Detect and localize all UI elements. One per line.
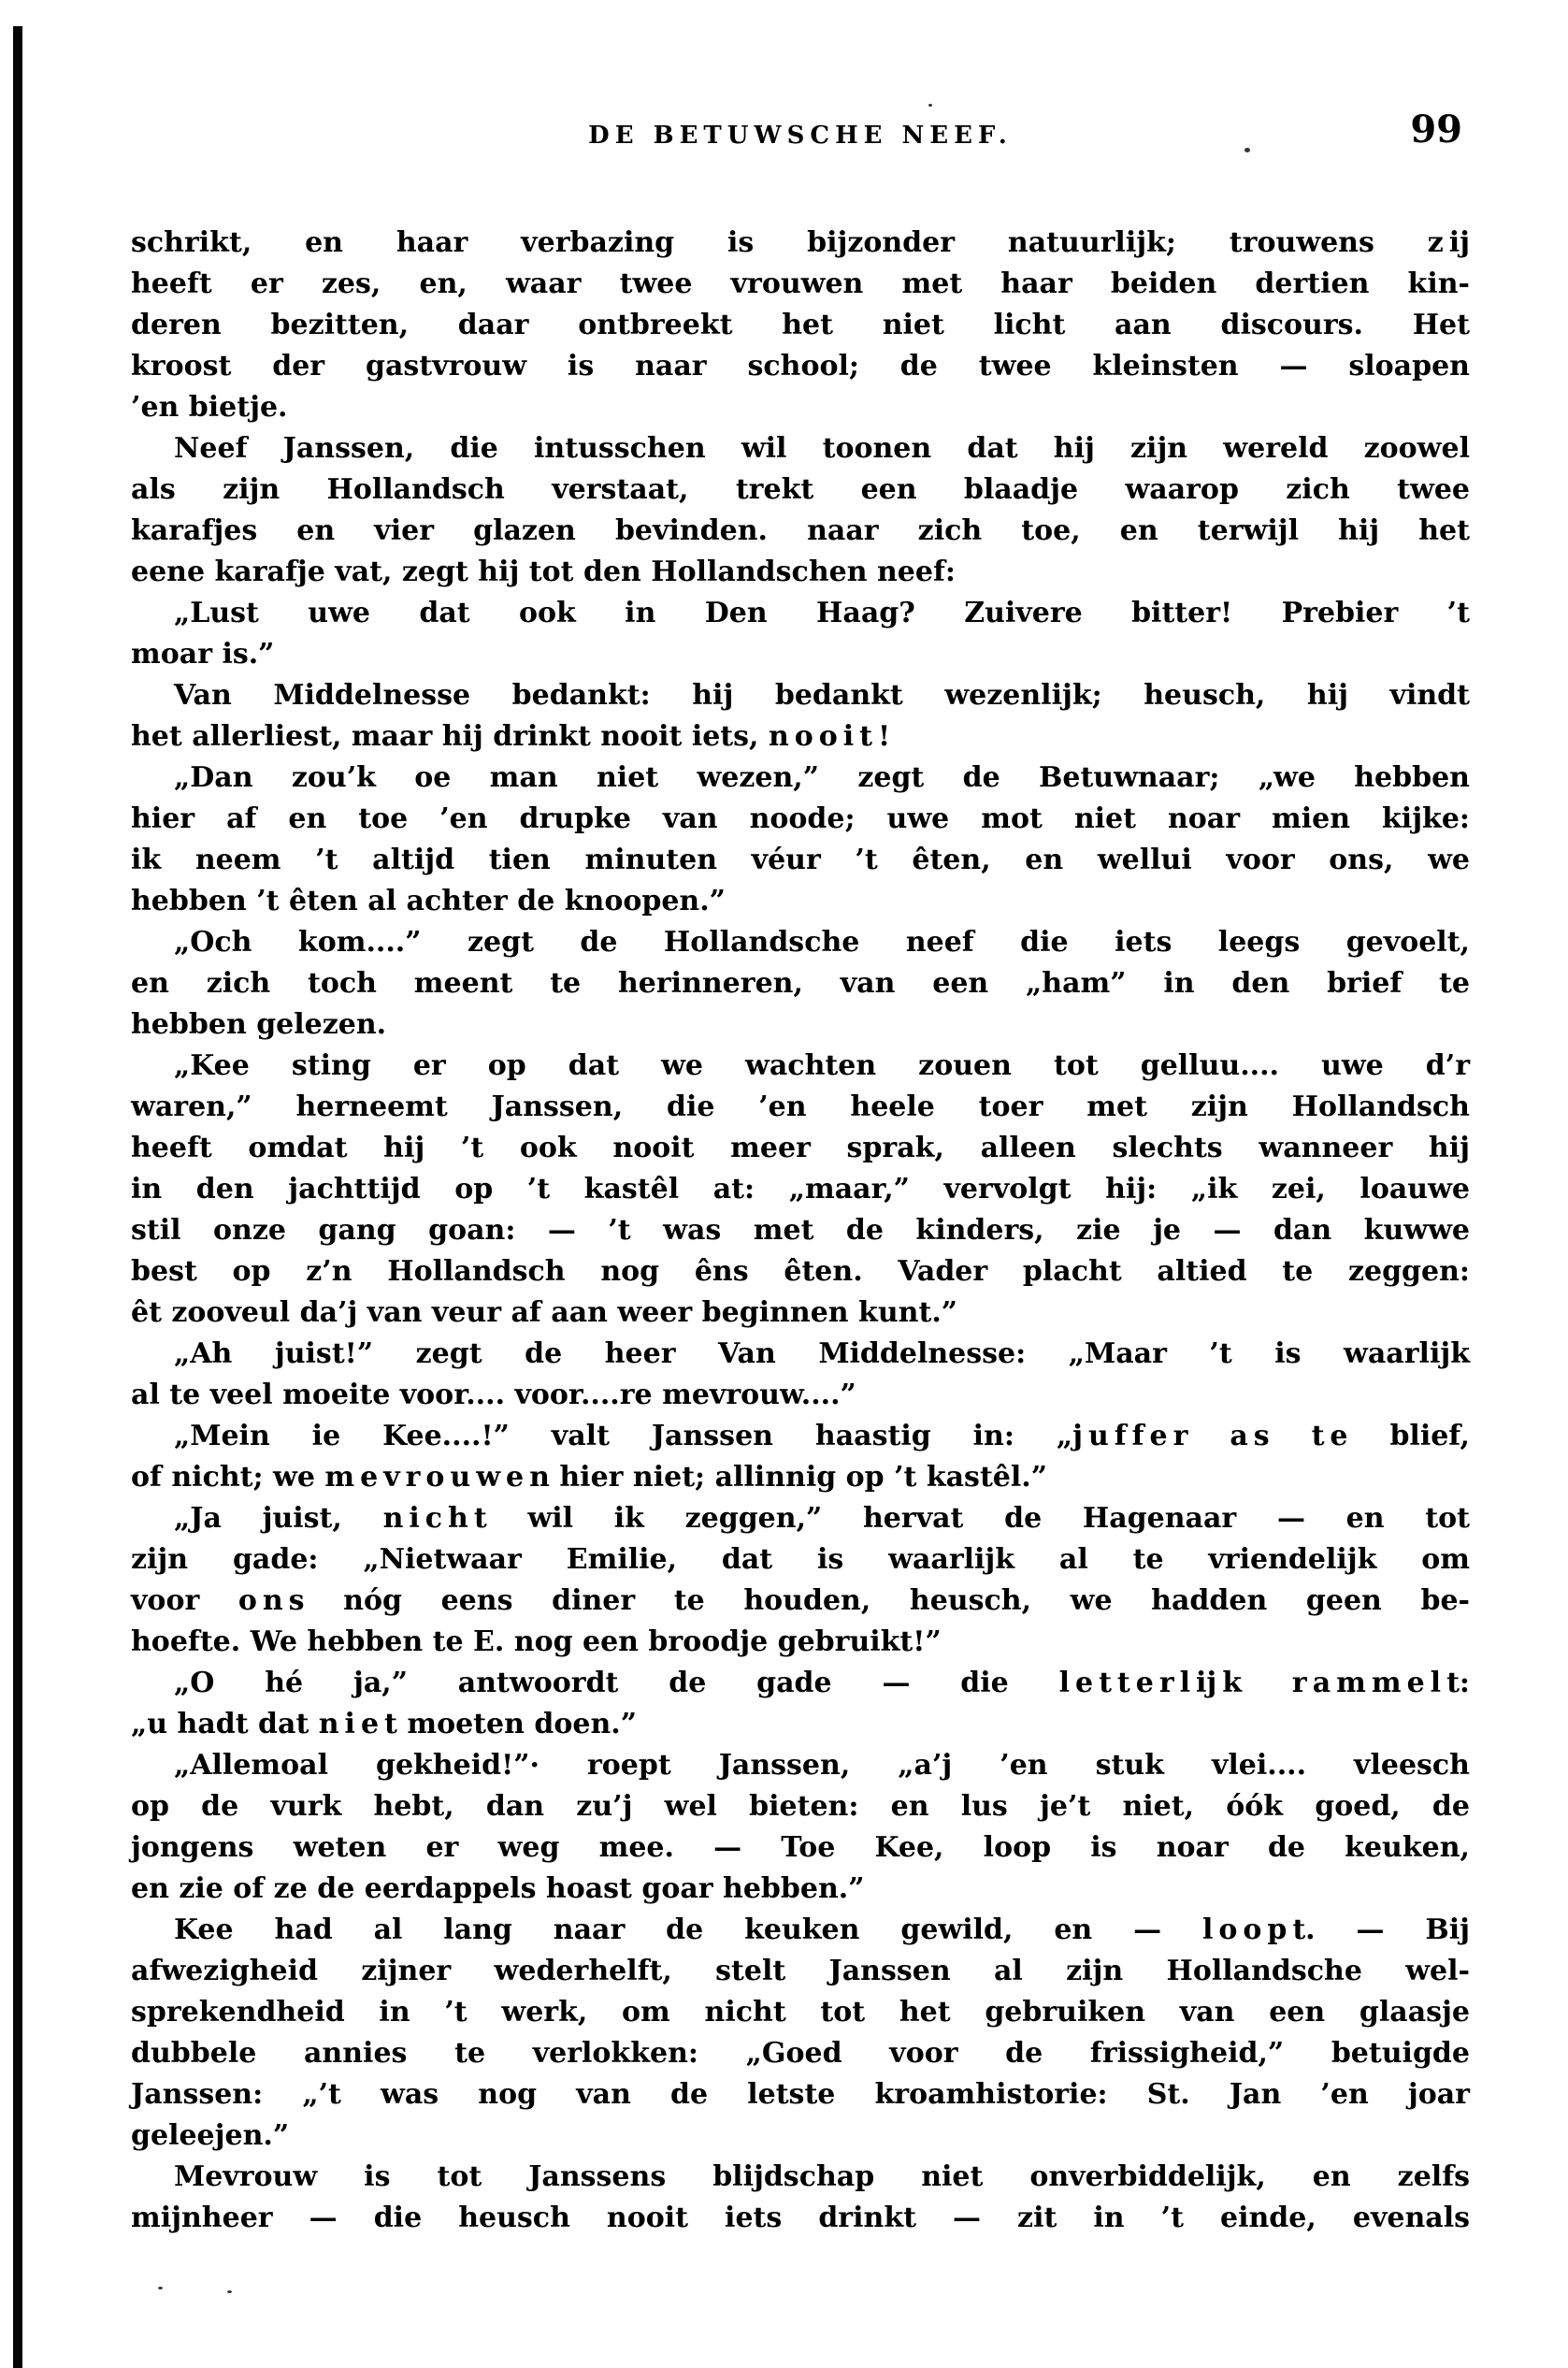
text-line: best op z’n Hollandsch nog êns êten. Vader placht altied te zeggen: <box>131 1255 1470 1288</box>
text-line: kroost der gastvrouw is naar school; de twee kleinsten — sloapen <box>131 350 1470 383</box>
text-line: „Ah juist!” zegt de heer Van Middelnesse: „Maar ’t is waarlijk <box>174 1337 1470 1370</box>
text-line: karafjes en vier glazen bevinden. naar zich toe, en terwijl hij het <box>131 514 1470 547</box>
text-line: ’en bietje. <box>131 391 288 424</box>
text-line: of nicht; we m e v r o u w e n hier niet; allinnig op ’t kastêl.” <box>131 1461 1047 1494</box>
text-line: „Dan zou’k oe man niet wezen,” zegt de Betuwnaar; „we hebben <box>174 761 1470 794</box>
text-block <box>131 223 1470 2239</box>
text-line: hebben ’t êten al achter de knoopen.” <box>131 885 726 917</box>
text-line: „O hé ja,” antwoordt de gade — die l e t t e r l ij k r a m m e l t: <box>174 1667 1470 1699</box>
text-line: Neef Janssen, die intusschen wil toonen dat hij zijn wereld zoowel <box>174 432 1470 465</box>
text-line: eene karafje vat, zegt hij tot den Hollandschen neef: <box>131 556 956 588</box>
text-line: heeft er zes, en, waar twee vrouwen met haar beiden dertien kin- <box>131 267 1470 300</box>
text-line: „Kee sting er op dat we wachten zouen tot gelluu.... uwe d’r <box>174 1049 1470 1082</box>
text-line: ik neem ’t altijd tien minuten véur ’t êten, en wellui voor ons, we <box>131 844 1470 876</box>
page-header <box>131 108 1470 157</box>
text-line: afwezigheid zijner wederhelft, stelt Janssen al zijn Hollandsche wel- <box>131 1955 1470 1987</box>
ink-speck <box>227 2290 232 2293</box>
text-line: stil onze gang goan: — ’t was met de kinders, zie je — dan kuwwe <box>131 1214 1470 1247</box>
text-line: hier af en toe ’en drupke van noode; uwe mot niet noar mien kijke: <box>131 802 1470 835</box>
text-line: sprekendheid in ’t werk, om nicht tot het gebruiken van een glaasje <box>131 1996 1470 2029</box>
scan-edge-artifact <box>13 26 22 2368</box>
text-line: op de vurk hebt, dan zu’j wel bieten: en lus je’t niet, óók goed, de <box>131 1790 1470 1823</box>
text-line: voor o n s nóg eens diner te houden, heusch, we hadden geen be- <box>131 1584 1470 1617</box>
text-line: „Mein ie Kee....!” valt Janssen haastig in: „j u f f e r a s t e blief, <box>174 1420 1470 1452</box>
text-line: het allerliest, maar hij drinkt nooit iets, n o o i t ! <box>131 720 891 753</box>
text-line: schrikt, en haar verbazing is bijzonder natuurlijk; trouwens z ij <box>131 226 1470 259</box>
text-line: „Och kom....” zegt de Hollandsche neef die iets leegs gevoelt, <box>174 926 1470 959</box>
text-line: Van Middelnesse bedankt: hij bedankt wezenlijk; heusch, hij vindt <box>174 679 1470 712</box>
text-line: en zie of ze de eerdappels hoast goar hebben.” <box>131 1872 865 1905</box>
text-line: „u hadt dat n i e t moeten doen.” <box>131 1708 637 1740</box>
text-line: als zijn Hollandsch verstaat, trekt een blaadje waarop zich twee <box>131 473 1470 506</box>
text-line: „Ja juist, n i c h t wil ik zeggen,” hervat de Hagenaar — en tot <box>174 1502 1470 1535</box>
text-line: hoefte. We hebben te E. nog een broodje gebruikt!” <box>131 1625 942 1658</box>
ink-speck <box>158 2287 163 2289</box>
text-line: waren,” herneemt Janssen, die ’en heele toer met zijn Hollandsch <box>131 1090 1470 1123</box>
text-line: in den jachttijd op ’t kastêl at: „maar,” vervolgt hij: „ik zei, loauwe <box>131 1173 1470 1206</box>
text-line: moar is.” <box>131 638 275 671</box>
text-line: Janssen: „’t was nog van de letste kroamhistorie: St. Jan ’en joar <box>131 2078 1470 2111</box>
text-line: deren bezitten, daar ontbreekt het niet licht aan discours. Het <box>131 309 1470 341</box>
text-line: dubbele annies te verlokken: „Goed voor de frissigheid,” betuigde <box>131 2037 1470 2070</box>
text-line: en zich toch meent te herinneren, van een „ham” in den brief te <box>131 967 1470 1000</box>
text-line: Kee had al lang naar de keuken gewild, en — l o o p t. — Bij <box>174 1913 1470 1946</box>
text-line: „Lust uwe dat ook in Den Haag? Zuivere bitter! Prebier ’t <box>174 597 1470 629</box>
text-line: hebben gelezen. <box>131 1008 387 1041</box>
ink-speck <box>928 104 932 107</box>
text-line: zijn gade: „Nietwaar Emilie, dat is waarlijk al te vriendelijk om <box>131 1543 1470 1576</box>
text-line: Mevrouw is tot Janssens blijdschap niet onverbiddelijk, en zelfs <box>174 2160 1470 2193</box>
text-line: mijnheer — die heusch nooit iets drinkt — zit in ’t einde, evenals <box>131 2202 1470 2234</box>
text-line: al te veel moeite voor.... voor....re mevrouw....” <box>131 1379 856 1411</box>
running-title: DE BETUWSCHE NEEF. <box>588 122 1013 150</box>
page-number: 99 <box>1410 108 1462 152</box>
text-line: êt zooveul da’j van veur af aan weer beginnen kunt.” <box>131 1296 958 1329</box>
text-line: heeft omdat hij ’t ook nooit meer sprak, alleen slechts wanneer hij <box>131 1132 1470 1164</box>
text-line: „Allemoal gekheid!”· roept Janssen, „a’j ’en stuk vlei.... vleesch <box>174 1749 1470 1782</box>
text-line: geleejen.” <box>131 2119 290 2152</box>
text-line: jongens weten er weg mee. — Toe Kee, loop is noar de keuken, <box>131 1831 1470 1864</box>
